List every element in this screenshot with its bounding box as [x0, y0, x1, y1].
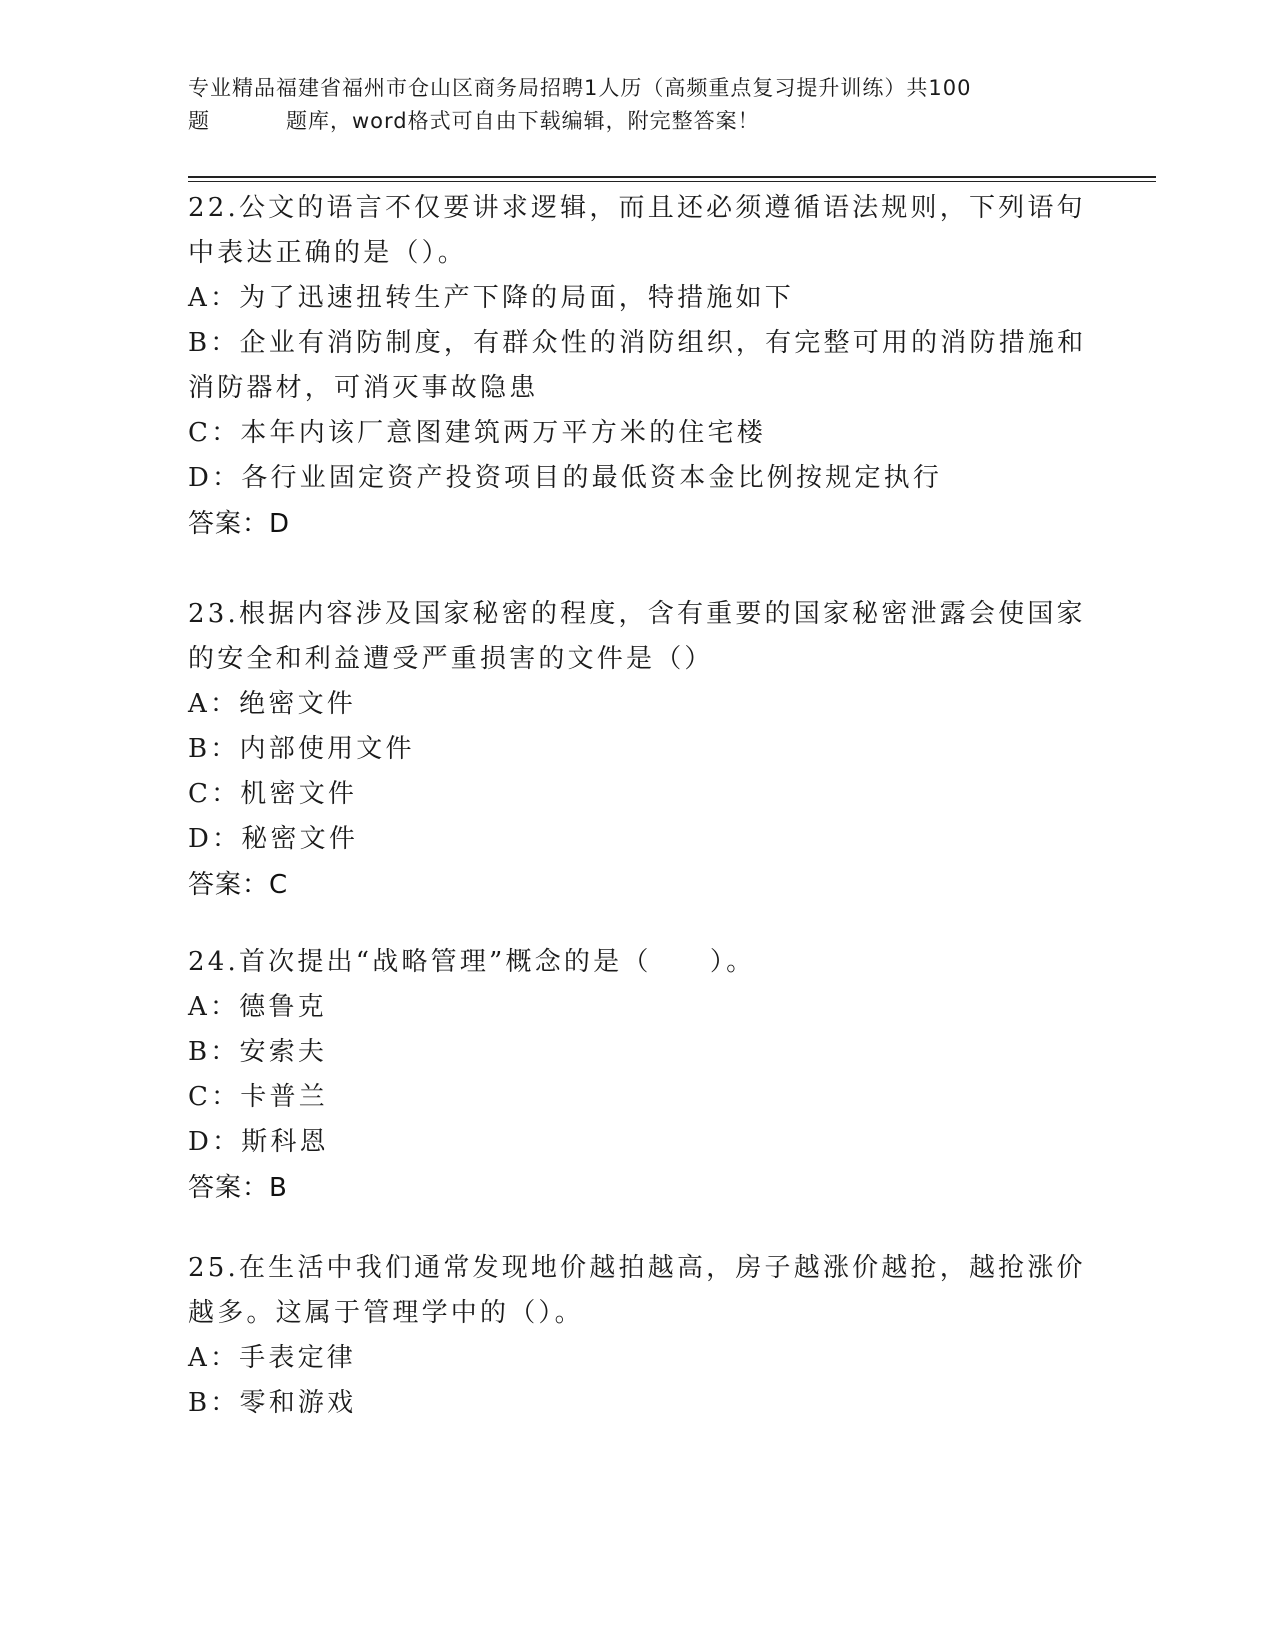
- option-b: B：企业有消防制度，有群众性的消防组织，有完整可用的消防措施和: [188, 328, 1087, 358]
- question-stem-line: 的安全和利益遭受严重损害的文件是（）: [188, 644, 714, 674]
- header-title-line-2: [188, 105, 1088, 138]
- option-c: C：本年内该厂意图建筑两万平方米的住宅楼: [188, 418, 766, 448]
- question-25: [188, 1246, 1088, 1426]
- header-title-line-1: 专业精品福建省福州市仓山区商务局招聘1人历（高频重点复习提升训练）共100: [188, 76, 972, 100]
- header-divider-thin: [188, 181, 1156, 182]
- question-23: [188, 592, 1088, 908]
- option-b-continued: 消防器材，可消灭事故隐患: [188, 373, 539, 403]
- option-b: B：安索夫: [188, 1037, 328, 1067]
- header-divider-thick: [188, 176, 1156, 178]
- answer-label: 答案：B: [188, 1173, 288, 1203]
- answer-label: 答案：D: [188, 509, 291, 539]
- option-b: B：零和游戏: [188, 1388, 357, 1418]
- question-24: [188, 940, 1088, 1211]
- option-a: A：德鲁克: [188, 992, 327, 1022]
- question-stem-line: 中表达正确的是（）。: [188, 238, 468, 268]
- option-c: C：卡普兰: [188, 1082, 328, 1112]
- question-stem-line: 22.公文的语言不仅要讲求逻辑，而且还必须遵循语法规则，下列语句: [188, 193, 1086, 223]
- option-a: A：为了迅速扭转生产下降的局面，特措施如下: [188, 283, 794, 313]
- option-a: A：绝密文件: [188, 689, 356, 719]
- option-b: B：内部使用文件: [188, 734, 415, 764]
- answer-label: 答案：C: [188, 870, 289, 900]
- question-stem-line: 23.根据内容涉及国家秘密的程度，含有重要的国家秘密泄露会使国家: [188, 599, 1086, 629]
- option-a: A：手表定律: [188, 1343, 356, 1373]
- option-d: D：斯科恩: [188, 1127, 329, 1157]
- header-line-2-prefix: 题: [188, 109, 210, 133]
- option-c: C：机密文件: [188, 779, 358, 809]
- question-22: [188, 186, 1088, 547]
- question-stem-line: 25.在生活中我们通常发现地价越拍越高，房子越涨价越抢，越抢涨价: [188, 1253, 1086, 1283]
- document-header: [188, 72, 1088, 138]
- question-stem-line: 24.首次提出“战略管理”概念的是（ ）。: [188, 947, 756, 977]
- option-d: D：各行业固定资产投资项目的最低资本金比例按规定执行: [188, 463, 943, 493]
- header-line-2-text: 题库，word格式可自由下载编辑，附完整答案！: [286, 109, 760, 133]
- option-d: D：秘密文件: [188, 824, 359, 854]
- question-stem-line: 越多。这属于管理学中的（）。: [188, 1298, 584, 1328]
